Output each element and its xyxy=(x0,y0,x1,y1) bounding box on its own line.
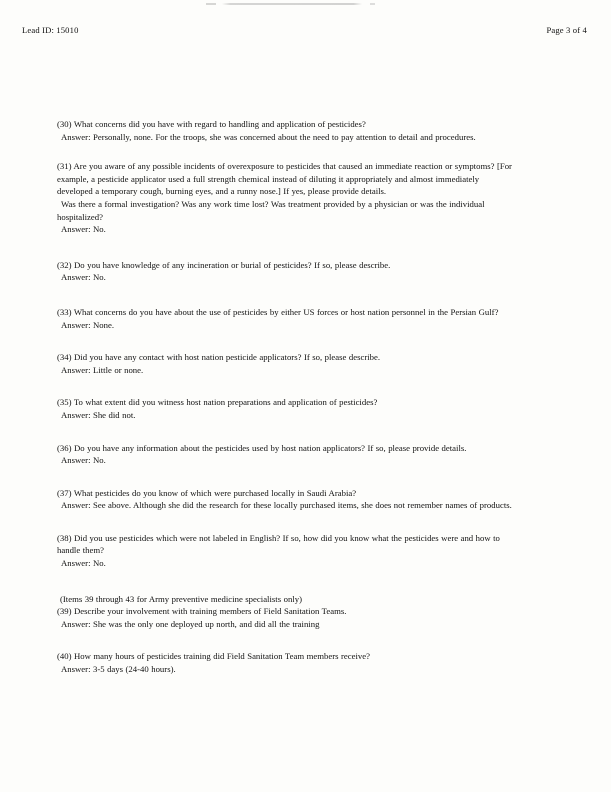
question-text: (37) What pesticides do you know of which were purchased locally in Saudi Arabia? xyxy=(57,487,357,498)
question-text: (36) Do you have any information about the pesticides used by host nation applicators? If so, please provide details. xyxy=(57,442,467,453)
answer-text: Answer: She was the only one deployed up north, and did all the training xyxy=(61,618,320,629)
answer-text: Answer: No. xyxy=(61,455,106,466)
question-text: (32) Do you have knowledge of any incineration or burial of pesticides? If so, please describe. xyxy=(57,259,391,270)
answer-text: Answer: She did not. xyxy=(61,409,136,420)
scan-artifact-mark-left xyxy=(206,3,216,5)
answer-text: Answer: None. xyxy=(61,319,115,330)
question-text: (31) Are you aware of any possible incidents of overexposure to pesticides that caused an immediate reaction or symptoms? [For example, a pesticide applicator used a full strength chemical instead of diluting it appropriately and almost immediately developed a temporary cough, burning eyes, and a runny nose.] If yes, please provide details. xyxy=(57,161,512,197)
question-text: (35) To what extent did you witness host nation preparations and application of pesticides? xyxy=(57,397,378,408)
questionnaire-body xyxy=(57,118,512,676)
answer-text: Answer: No. xyxy=(61,558,106,569)
scan-artifact-line xyxy=(222,3,362,5)
section-note: (Items 39 through 43 for Army preventive medicine specialists only) xyxy=(60,593,302,604)
qa-item xyxy=(57,160,512,236)
qa-item xyxy=(57,259,512,284)
qa-item xyxy=(57,593,512,631)
qa-item xyxy=(57,118,512,143)
scan-artifact-mark-right xyxy=(370,3,375,5)
question-text: (34) Did you have any contact with host nation pesticide applicators? If so, please describe. xyxy=(57,352,381,363)
lead-id-label: Lead ID: 15010 xyxy=(22,25,79,35)
answer-text: Answer: Personally, none. For the troops, she was concerned about the need to pay attention to detail and procedures. xyxy=(61,131,476,142)
qa-item xyxy=(57,532,512,570)
question-text: (39) Describe your involvement with training members of Field Sanitation Teams. xyxy=(57,606,347,617)
question-text: (30) What concerns did you have with regard to handling and application of pesticides? xyxy=(57,119,366,129)
qa-item xyxy=(57,396,512,421)
qa-item xyxy=(57,487,512,512)
answer-text: Answer: No. xyxy=(61,272,106,283)
qa-item xyxy=(57,442,512,467)
question-text: (38) Did you use pesticides which were not labeled in English? If so, how did you know what the pesticides were and how to handle them? xyxy=(57,532,500,556)
question-text: (40) How many hours of pesticides training did Field Sanitation Team members receive? xyxy=(57,651,370,662)
page-header xyxy=(0,25,611,39)
answer-text: Answer: See above. Although she did the research for these locally purchased items, she does not remember names of products. xyxy=(61,500,512,511)
question-text-continued: Was there a formal investigation? Was any work time lost? Was treatment provided by a physician or was the individual hospitalized? xyxy=(57,198,485,222)
question-text: (33) What concerns do you have about the use of pesticides by either US forces or host nation personnel in the Persian Gulf? xyxy=(57,306,499,317)
answer-text: Answer: No. xyxy=(61,224,106,235)
qa-item xyxy=(57,650,512,675)
answer-text: Answer: Little or none. xyxy=(61,364,144,375)
qa-item xyxy=(57,351,512,376)
answer-text: Answer: 3-5 days (24-40 hours). xyxy=(61,664,176,675)
qa-item xyxy=(57,306,512,331)
page-number-label: Page 3 of 4 xyxy=(546,25,587,35)
